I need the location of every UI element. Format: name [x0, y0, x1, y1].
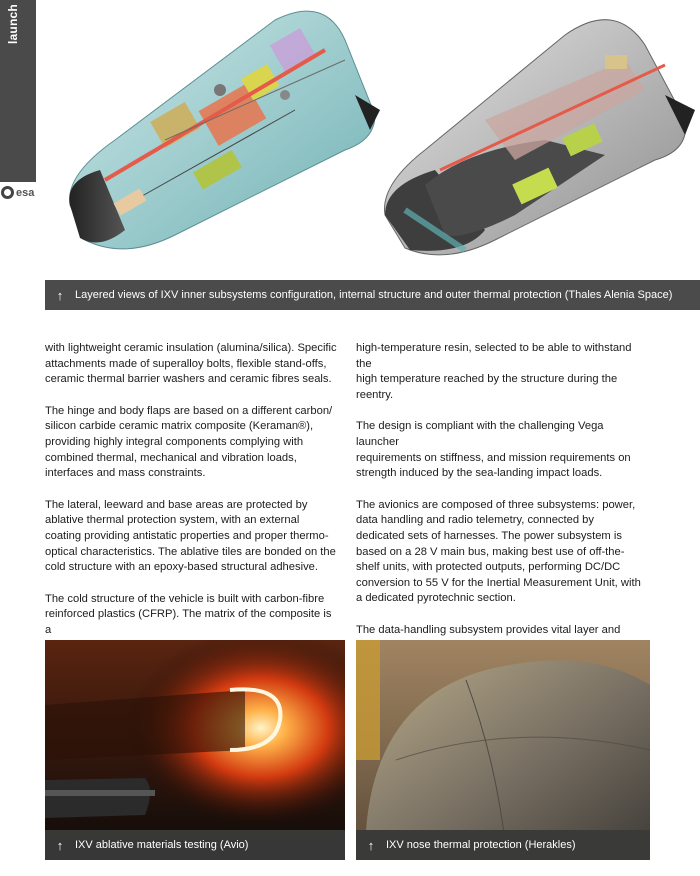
paragraph: The design is compliant with the challenging Vega launcher requirements on stiffness, and mission requirements on strength induced by the sea-landing impact loads. — [356, 420, 631, 480]
ablative-testing-image — [45, 640, 345, 860]
paragraph: The data-handling subsystem provides vital layer and — [356, 623, 621, 636]
paragraph: with lightweight ceramic insulation (alumina/silica). Specific attachments made of superalloy bolts, flexible stand-offs, ceramic thermal barrier washers and ceramic fibres seals. — [45, 342, 337, 386]
arrow-up-icon: ↑ — [56, 837, 64, 853]
section-tab — [0, 0, 36, 182]
ixv-internal-render — [69, 11, 380, 249]
esa-logo-icon — [1, 186, 14, 199]
ablative-testing-photo — [45, 640, 345, 860]
arrow-up-icon: ↑ — [367, 837, 375, 853]
paragraph: The cold structure of the vehicle is built with carbon-fibre reinforced plastics (CFRP). The matrix of the composite is a — [45, 592, 332, 636]
nose-thermal-protection-image — [356, 640, 650, 860]
arrow-up-icon: ↑ — [56, 287, 64, 303]
paragraph: The lateral, leeward and base areas are protected by ablative thermal protection system, with an external coating providing antistatic properties and proper thermo- optical characteristics. The ablative tiles are bonded on the cold structure with an epoxy-based structural adhesive. — [45, 498, 336, 574]
ixv-external-render — [385, 20, 696, 255]
ablative-testing-caption: ↑ IXV ablative materials testing (Avio) — [45, 830, 345, 860]
paragraph: high-temperature resin, selected to be able to withstand the high temperature reached by the structure during the reentry. — [356, 342, 632, 401]
paragraph: The avionics are composed of three subsystems: power, data handling and radio telemetry, connected by dedicated sets of harnesses. The power subsystem is based on a 28 V main bus, making best use of off-the- shelf units, with protected outputs, performing DC/DC conversion to 55 V for the Inertial Measurement Unit, with a dedicated pyrotechnic section. — [356, 498, 641, 605]
esa-logo-text: esa — [16, 186, 35, 199]
section-label: launch — [6, 4, 20, 44]
nose-thermal-protection-caption: ↑ IXV nose thermal protection (Herakles) — [356, 830, 650, 860]
left-text-column — [45, 341, 337, 655]
paragraph: The hinge and body flaps are based on a different carbon/ silicon carbide ceramic matrix composite (Keraman®), providing highly integral components complying with combined thermal, mechanical and vibration loads, interfaces and mass constraints. — [45, 404, 333, 480]
top-figure-caption: ↑ Layered views of IXV inner subsystems configuration, internal structure and outer thermal protection (Thales Alenia Space) — [45, 280, 700, 310]
ixv-layered-views-image — [45, 0, 700, 276]
esa-logo — [1, 186, 34, 199]
right-text-column — [356, 341, 648, 686]
nose-thermal-protection-photo — [356, 640, 650, 860]
ixv-renders — [45, 0, 700, 276]
